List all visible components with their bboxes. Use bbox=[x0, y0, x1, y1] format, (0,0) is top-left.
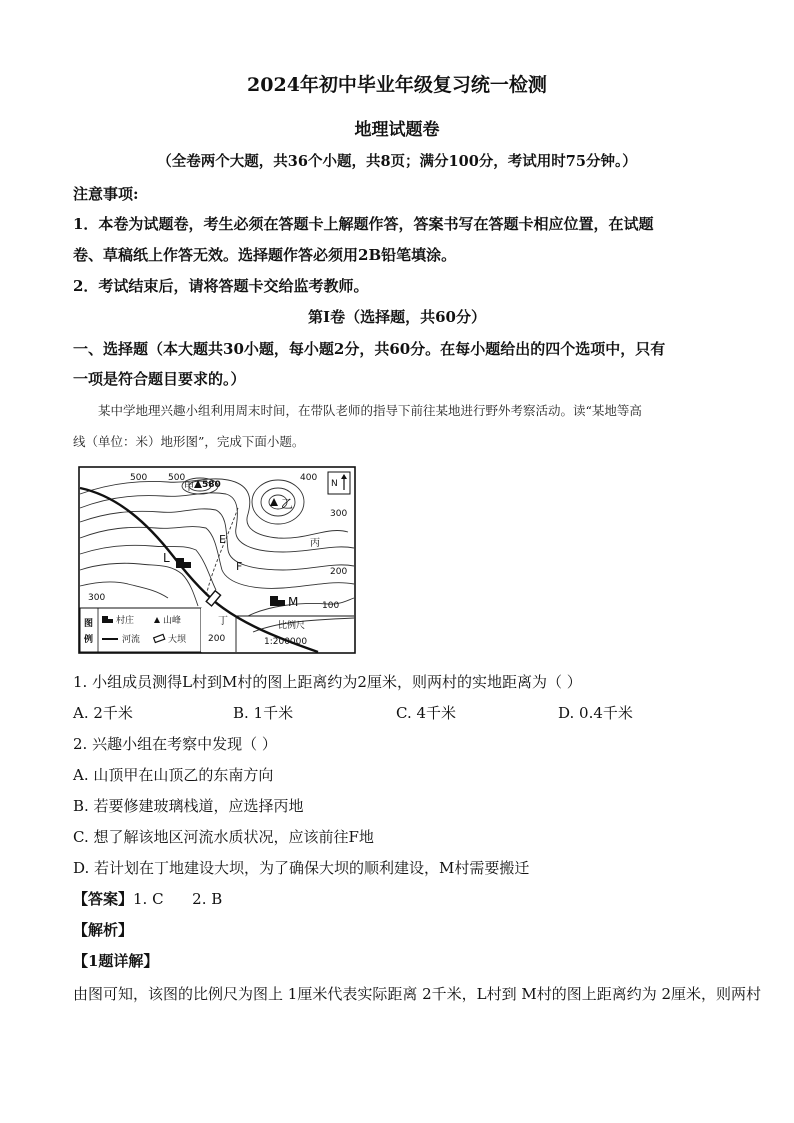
contour-label-400: 400 bbox=[300, 473, 318, 483]
legend-village-icon bbox=[102, 616, 108, 623]
analysis-label: 【解析】 bbox=[73, 921, 134, 939]
answer-line bbox=[73, 888, 222, 909]
answer-value: 1. C 2. B bbox=[133, 890, 223, 908]
ding-label: 丁 bbox=[218, 616, 228, 627]
contour-label-200b: 200 bbox=[208, 634, 226, 644]
label-m: M bbox=[288, 595, 299, 609]
legend-title-2: 例 bbox=[84, 635, 94, 645]
q2-option-b: B. 若要修建玻璃栈道，应选择丙地 bbox=[73, 797, 304, 815]
legend-river-label: 河流 bbox=[122, 635, 141, 645]
notice-item-1-line-1: 1．本卷为试题卷，考生必须在答题卡上解题作答，答案书写在答题卡相应位置，在试题 bbox=[73, 215, 654, 233]
north-label: N bbox=[331, 479, 338, 489]
part-heading-line-2: 一项是符合题目要求的。） bbox=[73, 370, 246, 388]
contour-label-300b: 300 bbox=[88, 593, 106, 603]
q1-option-a: A. 2千米 bbox=[73, 704, 133, 722]
peak-a-label: 甲 bbox=[184, 482, 194, 493]
answer-label: 【答案】 bbox=[73, 890, 134, 908]
exam-note: （全卷两个大题，共36个小题，共8页；满分100分，考试用时75分钟。） bbox=[157, 153, 637, 170]
label-l: L bbox=[163, 551, 170, 565]
contour-label-200a: 200 bbox=[330, 567, 348, 577]
section-title: 第Ⅰ卷（选择题，共60分） bbox=[308, 308, 486, 326]
label-f: F bbox=[236, 560, 243, 573]
q2-option-d: D. 若计划在丁地建设大坝，为了确保大坝的顺利建设，M村需要搬迁 bbox=[73, 859, 530, 877]
scale-label: 比例尺 bbox=[278, 621, 306, 631]
q1-option-b: B. 1千米 bbox=[233, 704, 294, 722]
legend-peak-label: 山峰 bbox=[163, 616, 182, 626]
contour-label-100: 100 bbox=[322, 601, 340, 611]
contour-label-500a: 500 bbox=[130, 473, 148, 483]
intro-line-2: 线（单位：米）地形图”，完成下面小题。 bbox=[73, 434, 305, 449]
contour-label-300a: 300 bbox=[330, 509, 348, 519]
q2-option-a: A. 山顶甲在山顶乙的东南方向 bbox=[73, 766, 274, 784]
notice-item-1-line-2: 卷、草稿纸上作答无效。选择题作答必须用2B铅笔填涂。 bbox=[73, 246, 457, 264]
contour-map bbox=[78, 466, 356, 654]
notice-heading: 注意事项: bbox=[73, 185, 139, 203]
question-1-stem: 1. 小组成员测得L村到M村的图上距离约为2厘米，则两村的实地距离为（ ） bbox=[73, 673, 582, 691]
page-title: 2024年初中毕业年级复习统一检测 bbox=[247, 74, 547, 96]
page-subtitle: 地理试题卷 bbox=[354, 120, 440, 140]
peak-b-label: 乙 bbox=[281, 497, 294, 511]
bing-label: 丙 bbox=[310, 538, 320, 549]
question-2-stem: 2. 兴趣小组在考察中发现（ ） bbox=[73, 735, 277, 753]
q2-option-c: C. 想了解该地区河流水质状况，应该前往F地 bbox=[73, 828, 374, 846]
scale-value: 1:200000 bbox=[264, 637, 308, 647]
analysis-text: 由图可知，该图的比例尺为图上 1厘米代表实际距离 2千米，L村到 M村的图上距离约为 2厘米，则两村 bbox=[73, 985, 762, 1003]
label-e: E bbox=[219, 533, 226, 546]
q1-option-c: C. 4千米 bbox=[396, 704, 457, 722]
q1-detail-label: 【1题详解】 bbox=[73, 952, 159, 970]
legend-village-label: 村庄 bbox=[116, 616, 135, 626]
contour-label-580: 580 bbox=[202, 480, 221, 490]
intro-line-1: 某中学地理兴趣小组利用周末时间，在带队老师的指导下前往某地进行野外考察活动。读“某地等高 bbox=[98, 403, 642, 418]
q1-option-d: D. 0.4千米 bbox=[558, 704, 633, 722]
part-heading-line-1: 一、选择题（本大题共30小题，每小题2分，共60分。在每小题给出的四个选项中，只有 bbox=[73, 340, 666, 358]
notice-item-2: 2．考试结束后，请将答题卡交给监考教师。 bbox=[73, 277, 369, 295]
legend-dam-label: 大坝 bbox=[168, 635, 187, 645]
contour-label-500b: 500 bbox=[168, 473, 186, 483]
legend-title-1: 图 bbox=[84, 619, 94, 629]
